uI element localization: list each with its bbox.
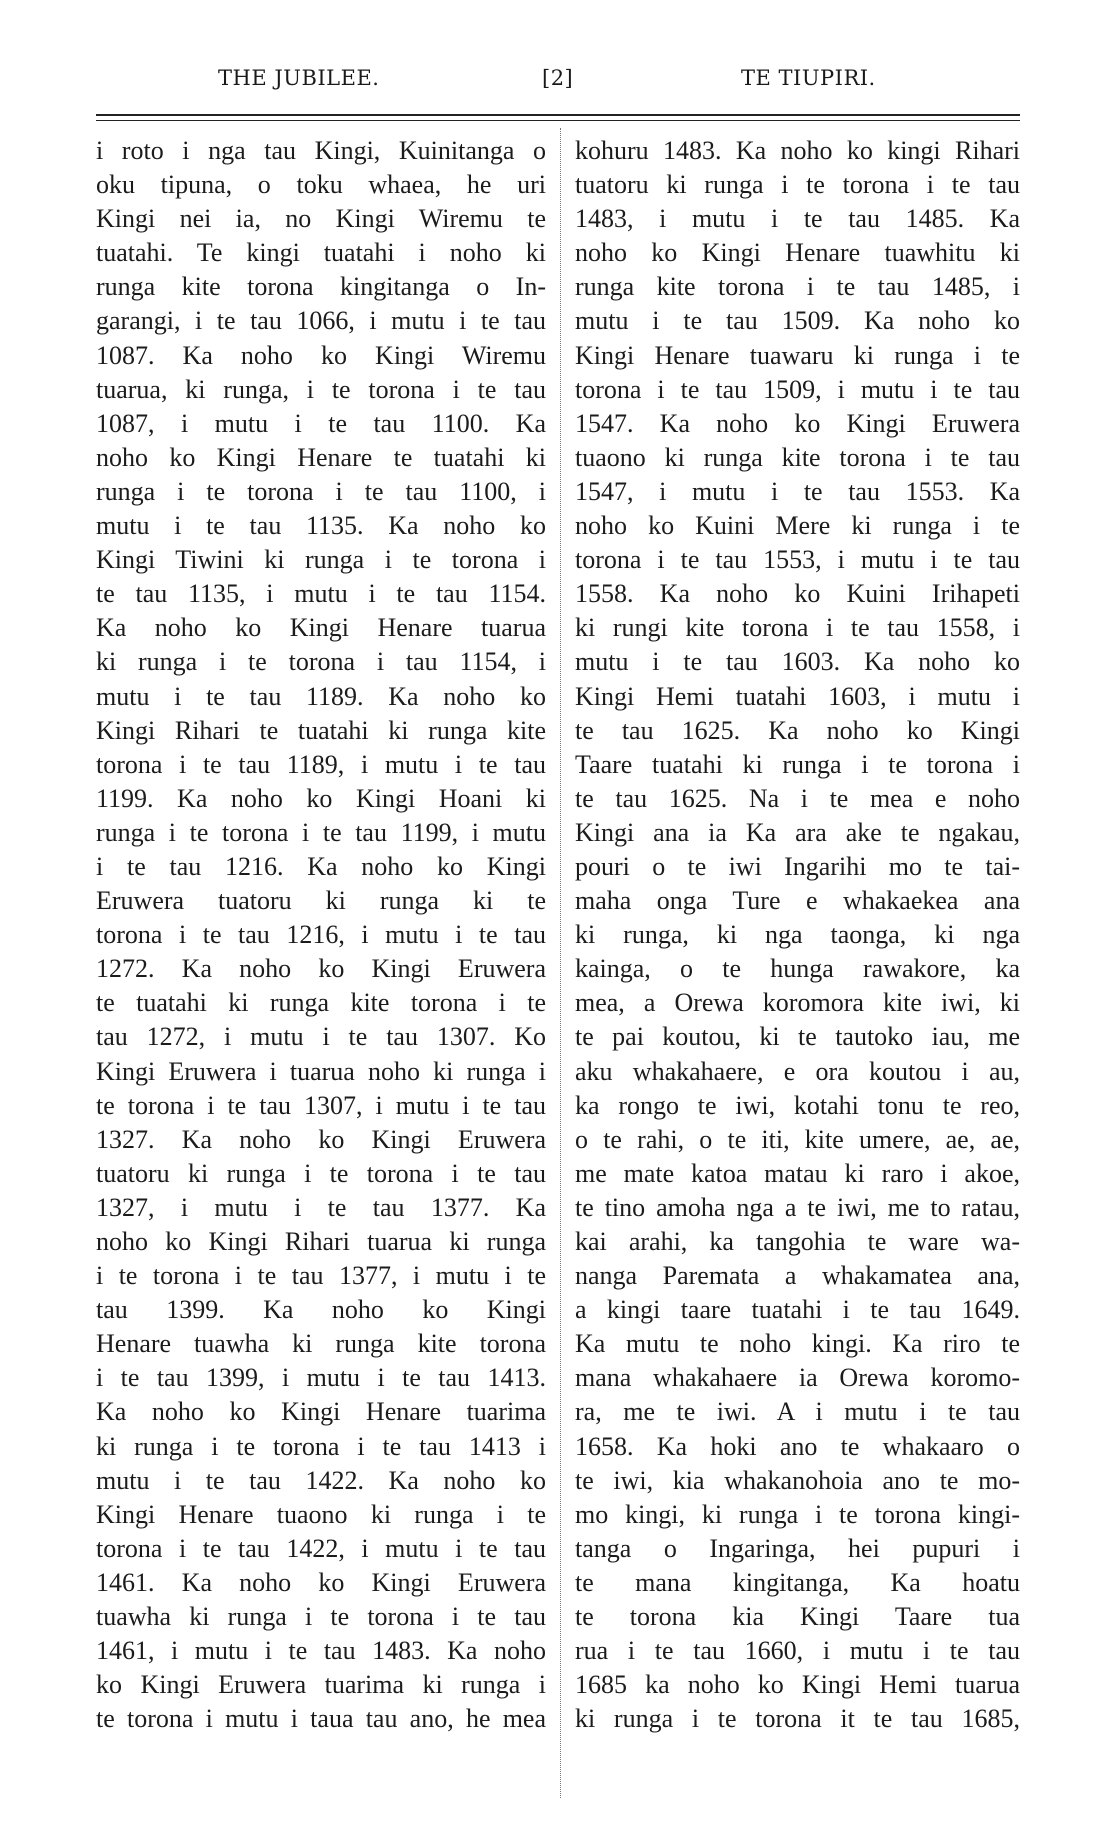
text-line: 1685 ka noho ko Kingi Hemi tuarua [575,1670,1020,1700]
right-text-column [575,134,1020,1736]
text-line: Ka noho ko Kingi Henare tuarima [96,1397,546,1427]
text-line: te tino amoha nga a te iwi, me to ratau, [575,1192,1020,1222]
text-line: tuatoru ki runga i te torona i te tau [575,170,1020,200]
text-line: te mana kingitanga, Ka hoatu [575,1567,1020,1597]
text-line: Ka mutu te noho kingi. Ka riro te [575,1329,1020,1359]
text-line: 1327. Ka noho ko Kingi Eruwera [96,1124,546,1154]
text-line: i roto i nga tau Kingi, Kuinitanga o [96,136,546,165]
text-line: mutu i te tau 1603. Ka noho ko [575,647,1020,677]
text-line: Ka noho ko Kingi Henare tuarua [96,613,546,643]
text-line: torona i te tau 1509, i mutu i te tau [575,374,1020,404]
text-line: 1558. Ka noho ko Kuini Irihapeti [575,579,1020,609]
text-line: tuarua, ki runga, i te torona i te tau [96,374,546,404]
header-english-title: THE JUBILEE. [218,66,380,90]
text-line: Kingi Henare tuaono ki runga i te [96,1499,546,1529]
text-line: ra, me te iwi. A i mutu i te tau [575,1397,1020,1427]
text-line: kainga, o te hunga rawakore, ka [575,954,1020,984]
text-line: te torona kia Kingi Taare tua [575,1602,1020,1632]
text-line: 1327, i mutu i te tau 1377. Ka [96,1192,546,1222]
text-line: 1272. Ka noho ko Kingi Eruwera [96,954,546,984]
text-line: tuawha ki runga i te torona i te tau [96,1602,546,1632]
text-line: i te tau 1216. Ka noho ko Kingi [96,851,546,881]
text-line: te tuatahi ki runga kite torona i te [96,988,546,1018]
text-line: Kingi nei ia, no Kingi Wiremu te [96,204,546,234]
text-line: 1547, i mutu i te tau 1553. Ka [575,476,1020,506]
text-line: noho ko Kingi Henare te tuatahi ki [96,442,546,472]
text-line: torona i te tau 1553, i mutu i te tau [575,545,1020,575]
text-line: te tau 1625. Ka noho ko Kingi [575,715,1020,745]
text-line: 1547. Ka noho ko Kingi Eruwera [575,408,1020,438]
text-line: o te rahi, o te iti, kite umere, ae, ae, [575,1124,1020,1154]
text-line: noho ko Kingi Rihari tuarua ki runga [96,1227,546,1256]
text-line: nanga Paremata a whakamatea ana, [575,1261,1020,1291]
text-line: Taare tuatahi ki runga i te torona i [575,749,1020,779]
text-line: runga i te torona i te tau 1199, i mutu [96,817,546,847]
column-divider [560,128,561,1798]
text-line: te iwi, kia whakanohoia ano te mo- [575,1465,1020,1495]
text-line: te torona i te tau 1307, i mutu i te tau [96,1090,546,1120]
text-line: ki runga, ki nga taonga, ki nga [575,920,1020,950]
text-line: Kingi Eruwera i tuarua noho ki runga i [96,1056,546,1086]
text-line: tau 1399. Ka noho ko Kingi [96,1295,546,1325]
text-line: runga kite torona kingitanga o In- [96,272,546,302]
text-line: torona i te tau 1189, i mutu i te tau [96,749,546,779]
text-line: noho ko Kingi Henare tuawhitu ki [575,238,1020,268]
text-line: ki runga i te torona it te tau 1685, [575,1704,1020,1734]
text-line: tanga o Ingaringa, hei pupuri i [575,1533,1020,1563]
text-line: kohuru 1483. Ka noho ko kingi Rihari [575,136,1020,165]
text-line: ko Kingi Eruwera tuarima ki runga i [96,1670,546,1700]
text-line: runga i te torona i te tau 1100, i [96,476,546,506]
text-line: ki runga i te torona i te tau 1413 i [96,1431,546,1461]
text-line: garangi, i te tau 1066, i mutu i te tau [96,306,546,336]
text-line: noho ko Kuini Mere ki runga i te [575,511,1020,541]
text-line: te tau 1135, i mutu i te tau 1154. [96,579,546,609]
text-line: oku tipuna, o toku whaea, he uri [96,170,546,200]
text-line: i te tau 1399, i mutu i te tau 1413. [96,1363,546,1393]
text-line: 1461. Ka noho ko Kingi Eruwera [96,1567,546,1597]
running-header [96,66,1020,96]
text-line: 1199. Ka noho ko Kingi Hoani ki [96,783,546,813]
text-line: me mate katoa matau ki raro i akoe, [575,1158,1020,1188]
text-line: ki rungi kite torona i te tau 1558, i [575,613,1020,643]
text-line: Henare tuawha ki runga kite torona [96,1329,546,1359]
text-line: tau 1272, i mutu i te tau 1307. Ko [96,1022,546,1052]
text-line: a kingi taare tuatahi i te tau 1649. [575,1295,1020,1325]
text-line: i te torona i te tau 1377, i mutu i te [96,1261,546,1291]
text-line: te torona i mutu i taua tau ano, he mea [96,1704,546,1734]
text-line: mea, a Orewa koromora kite iwi, ki [575,988,1020,1018]
text-line: 1087, i mutu i te tau 1100. Ka [96,408,546,438]
header-maori-title: TE TIUPIRI. [741,66,876,90]
text-line: tuatoru ki runga i te torona i te tau [96,1158,546,1188]
text-line: te tau 1625. Na i te mea e noho [575,783,1020,813]
text-line: runga kite torona i te tau 1485, i [575,272,1020,302]
text-line: 1087. Ka noho ko Kingi Wiremu [96,340,546,370]
text-line: ka rongo te iwi, kotahi tonu te reo, [575,1090,1020,1120]
text-line: mutu i te tau 1422. Ka noho ko [96,1465,546,1495]
text-line: mana whakahaere ia Orewa koromo- [575,1363,1020,1393]
text-line: mutu i te tau 1135. Ka noho ko [96,511,546,541]
text-line: torona i te tau 1422, i mutu i te tau [96,1533,546,1563]
text-line: mutu i te tau 1189. Ka noho ko [96,681,546,711]
text-line: mo kingi, ki runga i te torona kingi- [575,1499,1020,1529]
text-line: ki runga i te torona i tau 1154, i [96,647,546,677]
text-line: pouri o te iwi Ingarihi mo te tai- [575,851,1020,881]
text-line: tuatahi. Te kingi tuatahi i noho ki [96,238,546,268]
text-line: torona i te tau 1216, i mutu i te tau [96,920,546,950]
left-text-column [96,134,546,1736]
page-number: [2] [542,66,574,90]
text-line: 1658. Ka hoki ano te whakaaro o [575,1431,1020,1461]
text-line: Kingi Hemi tuatahi 1603, i mutu i [575,681,1020,711]
text-line: Kingi Tiwini ki runga i te torona i [96,545,546,575]
text-line: Kingi Rihari te tuatahi ki runga kite [96,715,546,745]
text-line: tuaono ki runga kite torona i te tau [575,442,1020,472]
text-line: maha onga Ture e whakaekea ana [575,886,1020,916]
text-line: Eruwera tuatoru ki runga ki te [96,886,546,916]
text-line: aku whakahaere, e ora koutou i au, [575,1056,1020,1086]
header-rule-thin [96,120,1020,121]
text-line: te pai koutou, ki te tautoko iau, me [575,1022,1020,1052]
text-line: 1461, i mutu i te tau 1483. Ka noho [96,1636,546,1666]
text-line: mutu i te tau 1509. Ka noho ko [575,306,1020,336]
text-line: 1483, i mutu i te tau 1485. Ka [575,204,1020,234]
text-line: Kingi Henare tuawaru ki runga i te [575,340,1020,370]
text-line: rua i te tau 1660, i mutu i te tau [575,1636,1020,1666]
header-rule-thick [96,114,1020,116]
text-line: Kingi ana ia Ka ara ake te ngakau, [575,817,1020,847]
text-line: kai arahi, ka tangohia te ware wa- [575,1227,1020,1256]
